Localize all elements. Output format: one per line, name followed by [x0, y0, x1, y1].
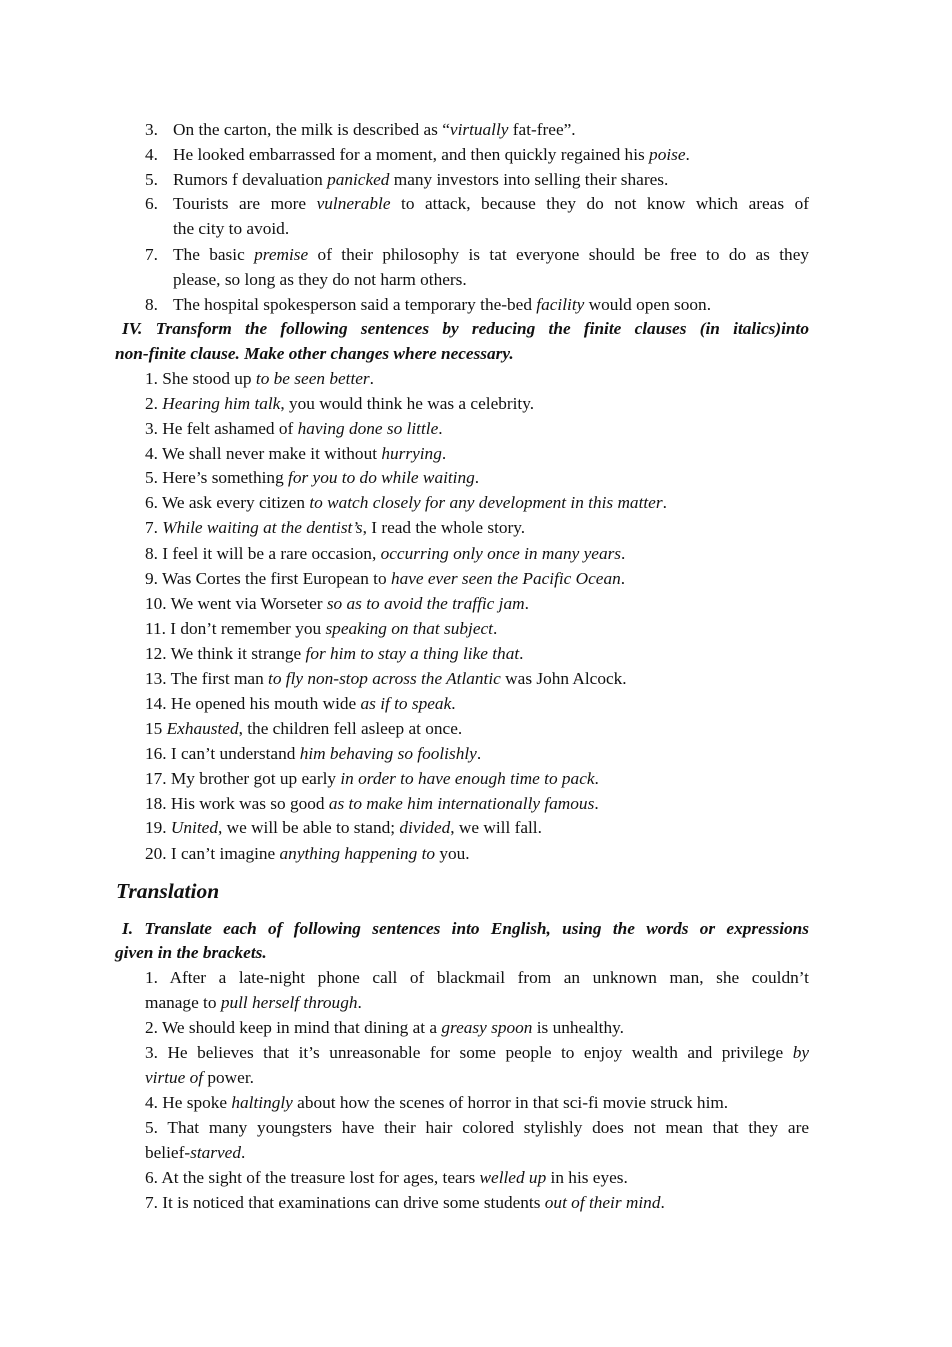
list-item: 19. United, we will be able to stand; divided, we will fall. [145, 818, 542, 837]
list-item: 11. I don’t remember you speaking on that subject. [145, 619, 498, 638]
list-item: 17. My brother got up early in order to have enough time to pack. [145, 769, 599, 788]
vocab-item-text: Rumors f devaluation panicked many investors into selling their shares. [173, 170, 669, 189]
vocab-item-text: Tourists are more vulnerable to attack, because they do not know which areas of [173, 194, 809, 213]
translation-line: 7. It is noticed that examinations can drive some students out of their mind. [145, 1193, 665, 1212]
translation-line: 4. He spoke haltingly about how the scenes of horror in that sci-fi movie struck him. [145, 1093, 729, 1112]
translation-line: virtue of power. [145, 1068, 254, 1087]
vocab-item-text: The basic premise of their philosophy is tat everyone should be free to do as they [173, 245, 810, 264]
vocab-item-text: He looked embarrassed for a moment, and then quickly regained his poise. [173, 145, 690, 164]
vocab-item-number: 3. [145, 120, 158, 139]
translation-line: 5. That many youngsters have their hair colored stylishly does not mean that they are [145, 1118, 809, 1137]
translation-title: Translation [116, 879, 220, 903]
translation-line: 3. He believes that it’s unreasonable for some people to enjoy wealth and privilege by [145, 1043, 809, 1062]
list-item: 9. Was Cortes the first European to have ever seen the Pacific Ocean. [145, 569, 626, 588]
vocab-item-number: 6. [145, 194, 158, 213]
list-item: 20. I can’t imagine anything happening to you. [145, 844, 470, 863]
vocab-item-text: The hospital spokesperson said a temporary the-bed facility would open soon. [173, 295, 712, 314]
vocab-item-continuation: the city to avoid. [173, 219, 290, 238]
vocab-item-number: 7. [145, 245, 158, 264]
translation-line: 2. We should keep in mind that dining at a greasy spoon is unhealthy. [145, 1018, 624, 1037]
list-item: 13. The first man to fly non-stop across the Atlantic was John Alcock. [145, 669, 627, 688]
list-item: 12. We think it strange for him to stay a thing like that. [145, 644, 524, 663]
list-item: 14. He opened his mouth wide as if to speak. [145, 694, 456, 713]
translation-line: belief-starved. [145, 1143, 246, 1162]
translation-line: 6. At the sight of the treasure lost for ages, tears welled up in his eyes. [145, 1168, 628, 1187]
list-item: 10. We went via Worseter so as to avoid the traffic jam. [145, 594, 529, 613]
list-item: 6. We ask every citizen to watch closely for any development in this matter. [145, 493, 667, 512]
list-item: 2. Hearing him talk, you would think he was a celebrity. [145, 394, 535, 413]
list-item: 3. He felt ashamed of having done so little. [145, 419, 443, 438]
list-item: 8. I feel it will be a rare occasion, occurring only once in many years. [145, 544, 626, 563]
vocab-item-number: 8. [145, 295, 158, 314]
list-item: 18. His work was so good as to make him internationally famous. [145, 794, 599, 813]
vocab-item-text: On the carton, the milk is described as “virtually fat-free”. [173, 120, 576, 139]
list-item: 7. While waiting at the dentist’s, I read the whole story. [145, 518, 526, 537]
list-item: 4. We shall never make it without hurrying. [145, 444, 447, 463]
translation-line: 1. After a late-night phone call of blackmail from an unknown man, she couldn’t [145, 968, 809, 987]
list-item: 1. She stood up to be seen better. [145, 369, 374, 388]
section-iv-heading: IV. Transform the following sentences by reducing the finite clauses (in italics)into [122, 319, 809, 338]
list-item: 16. I can’t understand him behaving so foolishly. [145, 744, 482, 763]
translation-heading: I. Translate each of following sentences into English, using the words or expressions [122, 919, 809, 938]
section-iv-heading-cont: non-finite clause. Make other changes where necessary. [115, 344, 514, 363]
vocab-item-continuation: please, so long as they do not harm others. [173, 270, 467, 289]
list-item: 5. Here’s something for you to do while waiting. [145, 468, 480, 487]
translation-heading-cont: given in the brackets. [115, 943, 267, 962]
vocab-item-number: 5. [145, 170, 158, 189]
vocab-item-number: 4. [145, 145, 158, 164]
translation-line: manage to pull herself through. [145, 993, 362, 1012]
list-item: 15 Exhausted, the children fell asleep at once. [145, 719, 463, 738]
